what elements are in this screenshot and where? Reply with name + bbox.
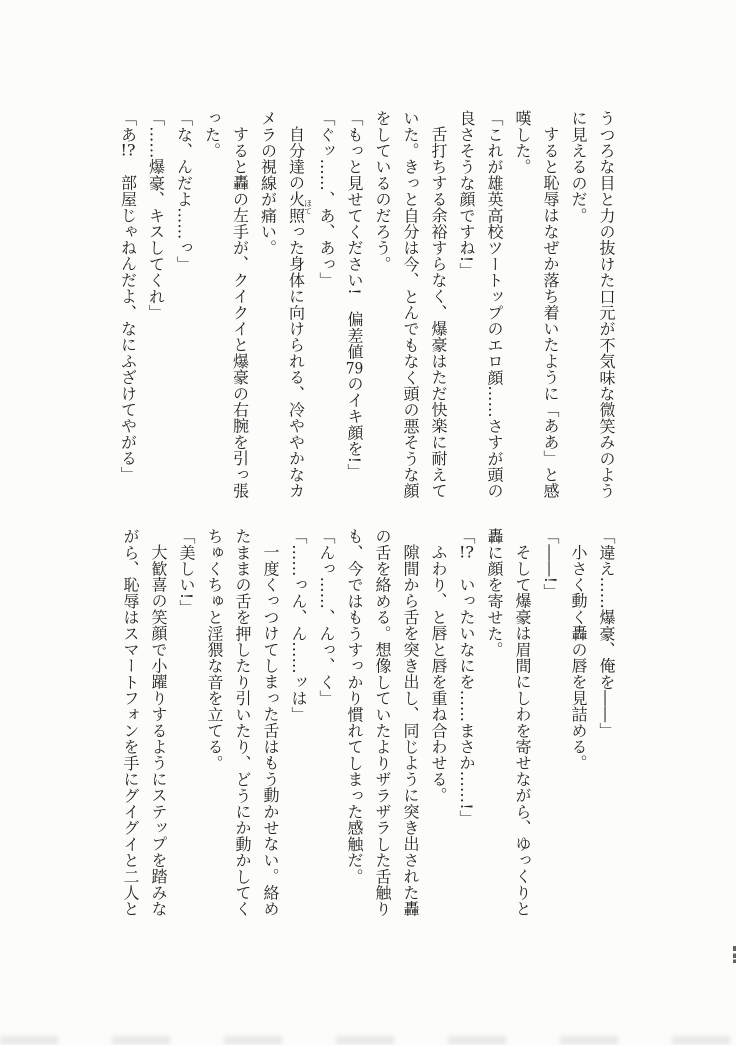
tatechuyoko-number: 79 [345, 359, 364, 376]
text-column: に見えるのだ。 [569, 110, 588, 224]
text-column: 「……っん、ん……ッは」 [289, 528, 308, 723]
text-column: 「違え……爆豪、俺を――」 [597, 528, 616, 739]
text-column: をしているのだろう。 [373, 110, 392, 272]
text-column: 良さそうな顔ですね!」 [457, 110, 476, 279]
text-column: そして爆豪は眉間にしわを寄せながら、ゆっくりと [513, 544, 532, 917]
text-column: メラの視線が痛い。 [258, 110, 278, 256]
text-column [340, 110, 368, 516]
text-column: 「これが雄英高校ツートップのエロ顔……さすが頭の [485, 110, 504, 499]
text-segment: いったいなにを……まさか……!」 [457, 560, 476, 827]
text-segment: 「もっと見せてください! 偏差値 [345, 110, 364, 360]
text-column: すると恥辱はなぜか落ち着いたように「ああ」と感 [541, 126, 560, 499]
text-column: 隙間から舌を突き出し、同じように突き出された轟 [401, 544, 420, 917]
ruby-text: ほて [303, 190, 313, 224]
text-column: 「……爆豪、キスしてくれ」 [146, 110, 166, 321]
text-column: 嘆した。 [513, 110, 532, 175]
text-column: 「ぐッ……、あ、あっ」 [317, 110, 336, 289]
text-column: 「んっ……、んっ、く」 [317, 528, 336, 707]
text-segment: のイキ顔を!」 [345, 375, 364, 480]
page-bleed-artifact [0, 1036, 736, 1045]
text-column: ちゅくちゅと淫猥な音を立てる。 [205, 528, 224, 771]
text-column: 「――!」 [541, 528, 560, 600]
ruby-base: 火照 [286, 190, 306, 224]
text-column: いた。きっと自分は今、とんでもなく頭の悪そうな顔 [401, 110, 420, 499]
text-column [452, 528, 480, 934]
text-column: すると轟の左手が、クイクイと爆豪の右腕を引っ張 [230, 126, 250, 499]
text-column: 舌打ちする余裕すらなく、爆豪はただ快楽に耐えて [429, 126, 448, 499]
text-column: 一度くっつけてしまった舌はもう動かせない。絡め [261, 544, 280, 917]
text-column: たままの舌を押したり引いたり、どうにか動かしてく [233, 528, 252, 917]
text-column: の舌を絡める。想像していたよりザラザラした舌触り [373, 528, 392, 917]
text-segment: 「あ [118, 110, 138, 143]
tatechuyoko-punctuation: !? [120, 142, 136, 159]
text-column: うつろな目と力の抜けた口元が不気味な微笑みのよう [597, 110, 616, 499]
text-segment: った身体に向けられる、冷ややかなカ [286, 223, 306, 499]
text-section-bottom [116, 528, 620, 934]
text-segment: 「 [457, 528, 476, 545]
text-column: も、今ではもうすっかり慣れてしまった感触だ。 [345, 528, 364, 885]
tatechuyoko-punctuation: !? [458, 544, 474, 561]
text-column [114, 110, 142, 516]
text-column: 「な、んだよ……っ」 [174, 110, 194, 272]
text-column: 小さく動く轟の唇を見詰める。 [569, 544, 588, 771]
text-column: 「美しい!」 [177, 528, 196, 616]
text-segment: 自分達の [286, 126, 306, 191]
text-column: がら、恥辱はスマートフォンを手にグイグイと二人と [121, 528, 140, 917]
text-column: った。 [202, 110, 222, 159]
text-section-top [114, 110, 621, 516]
text-segment: 部屋じゃねんだよ、なにふざけてやがる」 [118, 158, 138, 483]
text-column: ふわり、と唇と唇を重ね合わせる。 [429, 544, 448, 804]
text-column [282, 110, 313, 516]
text-column: 轟に顔を寄せた。 [485, 528, 504, 658]
ruby-annotation [286, 190, 313, 224]
text-column: 大歓喜の笑顔で小躍りするようにステップを踏みな [149, 544, 168, 917]
